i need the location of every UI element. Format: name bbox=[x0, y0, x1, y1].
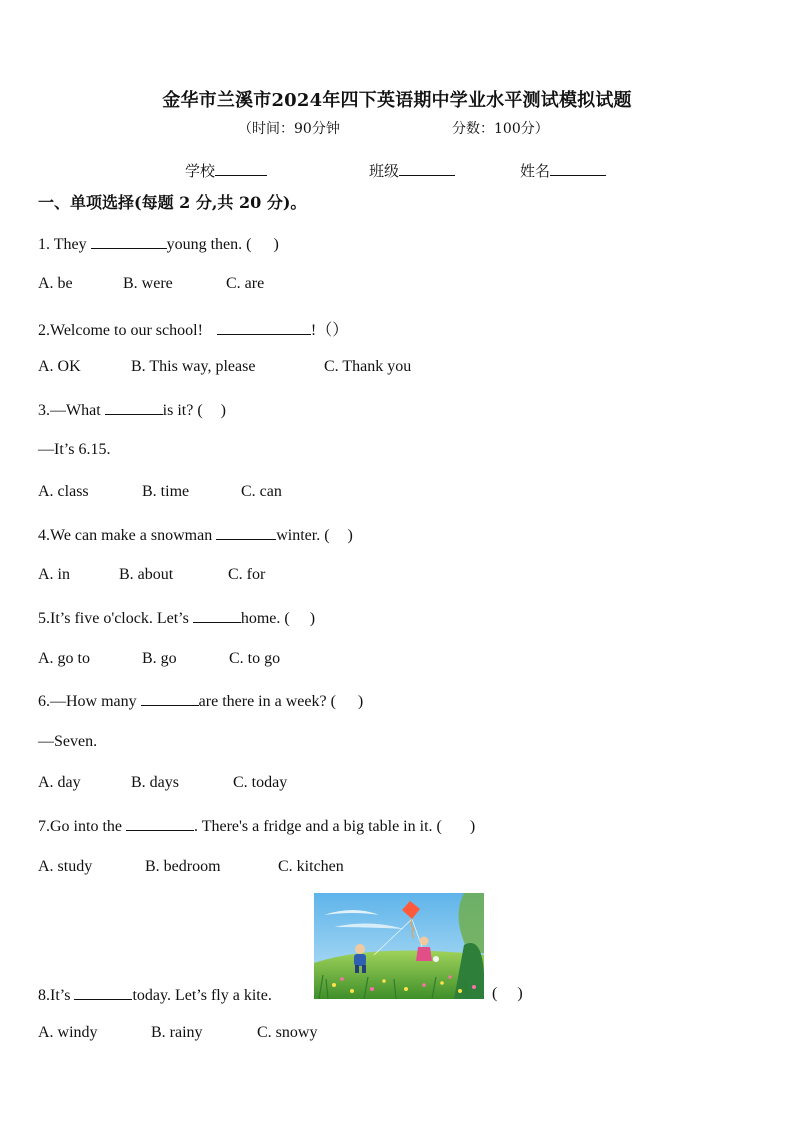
option-c[interactable]: C. Thank you bbox=[324, 358, 412, 375]
option-a[interactable]: A. windy bbox=[38, 1024, 98, 1041]
answer-blank[interactable] bbox=[193, 608, 241, 623]
question-4: 4.We can make a snowman winter. ( ) bbox=[38, 527, 353, 544]
answer-line-6: —Seven. bbox=[38, 733, 98, 750]
answer-blank[interactable] bbox=[126, 816, 194, 831]
answer-blank[interactable] bbox=[141, 691, 199, 706]
options-8 bbox=[38, 1024, 317, 1042]
option-b[interactable]: B. rainy bbox=[151, 1024, 203, 1041]
answer-blank[interactable] bbox=[74, 985, 132, 1000]
options-4 bbox=[38, 566, 265, 584]
question-3: 3.—What is it? ( ) bbox=[38, 402, 226, 419]
option-a[interactable]: A. OK bbox=[38, 358, 81, 375]
school-field bbox=[185, 160, 267, 181]
question-8-paren: ( ) bbox=[492, 985, 523, 1002]
question-5: 5.It’s five o'clock. Let’s home. ( ) bbox=[38, 610, 316, 627]
option-b[interactable]: B. This way, please bbox=[131, 358, 256, 375]
exam-score: 分数：100分） bbox=[452, 121, 549, 137]
question-8: 8.It’s today. Let’s fly a kite. bbox=[38, 987, 272, 1004]
name-blank[interactable] bbox=[550, 161, 606, 176]
option-c[interactable]: C. are bbox=[226, 275, 265, 292]
option-a[interactable]: A. day bbox=[38, 774, 81, 791]
answer-blank[interactable] bbox=[217, 320, 311, 335]
class-blank[interactable] bbox=[399, 161, 455, 176]
question-2: 2.Welcome to our school! !（） bbox=[38, 322, 349, 339]
answer-blank[interactable] bbox=[216, 525, 276, 540]
option-b[interactable]: B. bedroom bbox=[145, 858, 221, 875]
option-c[interactable]: C. to go bbox=[229, 650, 281, 667]
option-b[interactable]: B. days bbox=[131, 774, 179, 791]
kite-scene-illustration bbox=[314, 893, 484, 999]
option-c[interactable]: C. for bbox=[228, 566, 266, 583]
answer-line-3: —It’s 6.15. bbox=[38, 441, 111, 458]
options-5 bbox=[38, 650, 280, 668]
option-c[interactable]: C. kitchen bbox=[278, 858, 344, 875]
option-a[interactable]: A. in bbox=[38, 566, 70, 583]
option-b[interactable]: B. were bbox=[123, 275, 173, 292]
option-a[interactable]: A. be bbox=[38, 275, 73, 292]
options-7 bbox=[38, 858, 344, 876]
option-b[interactable]: B. go bbox=[142, 650, 177, 667]
school-label: 学校 bbox=[185, 162, 216, 180]
class-label: 班级 bbox=[369, 162, 400, 180]
question-7: 7.Go into the . There's a fridge and a big table in it. ( ) bbox=[38, 818, 476, 835]
page-title: 金华市兰溪市2024年四下英语期中学业水平测试模拟试题 bbox=[162, 90, 632, 111]
option-c[interactable]: C. today bbox=[233, 774, 288, 791]
option-a[interactable]: A. study bbox=[38, 858, 93, 875]
exam-time: （时间：90分钟 bbox=[238, 121, 340, 137]
option-a[interactable]: A. go to bbox=[38, 650, 90, 667]
answer-blank[interactable] bbox=[91, 234, 167, 249]
option-b[interactable]: B. time bbox=[142, 483, 190, 500]
section-title: 一、单项选择(每题 2 分,共 20 分)。 bbox=[38, 193, 307, 212]
name-field bbox=[520, 160, 606, 181]
options-3 bbox=[38, 483, 282, 501]
question-1: 1. They young then. ( ) bbox=[38, 236, 279, 253]
school-blank[interactable] bbox=[215, 161, 267, 176]
option-b[interactable]: B. about bbox=[119, 566, 174, 583]
options-1 bbox=[38, 275, 264, 293]
options-2 bbox=[38, 358, 411, 376]
option-c[interactable]: C. can bbox=[241, 483, 282, 500]
class-field bbox=[369, 160, 455, 181]
question-6: 6.—How many are there in a week? ( ) bbox=[38, 693, 364, 710]
kite-flying-picture bbox=[314, 893, 484, 999]
answer-blank[interactable] bbox=[105, 400, 163, 415]
name-label: 姓名 bbox=[520, 162, 551, 180]
option-a[interactable]: A. class bbox=[38, 483, 89, 500]
option-c[interactable]: C. snowy bbox=[257, 1024, 318, 1041]
options-6 bbox=[38, 774, 287, 792]
